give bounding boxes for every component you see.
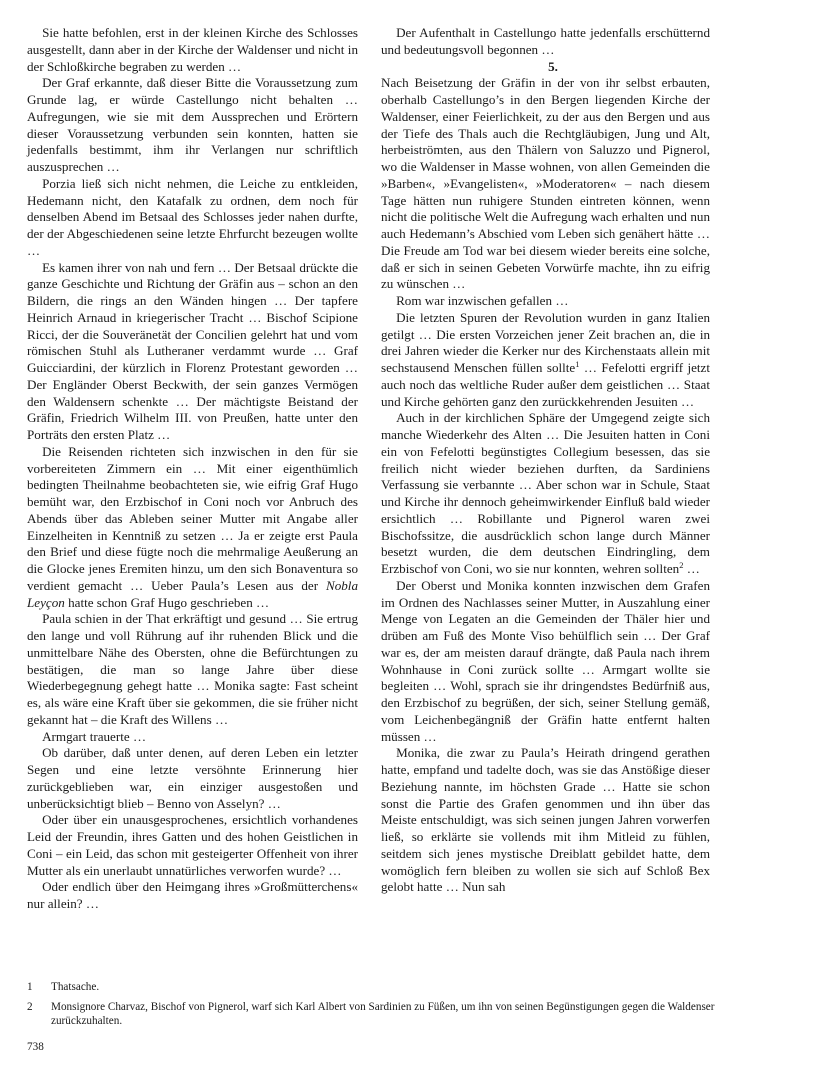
paragraph-left-3: Porzia ließ sich nicht nehmen, die Leiche zu entkleiden, Hedemann nicht, den Katafalk zu ordnen, dem noch für denselben Abend im Betsaal des Schlosses jeder nahen durfte, der der Abgeschiedenen seine letzte Ehrfurcht bezeugen wollte … [27,175,358,258]
footnote-text: Monsignore Charvaz, Bischof von Pignerol, warf sich Karl Albert von Sardinien zu Füßen, um ihn von seinen Begünstigungen gegen die Waldenser zurückzuhalten. [51,1001,715,1027]
right-column [381,25,710,896]
text-run: Die letzten Spuren der Revolution wurden in ganz Italien getilgt … Die ersten Vorzeichen jener Zeit brachen an, die in drei Jahren wieder die Kerker nur des Kirchenstaats allein mit sechstausend Menschen füllen sollte [381,309,710,375]
paragraph-left-5 [27,444,358,612]
footnote-number: 2 [27,1001,33,1013]
paragraph-left-1: Sie hatte befohlen, erst in der kleinen Kirche des Schlosses ausgestellt, dann aber in der Kirche der Waldenser und nicht in der Schloßkirche begraben zu werden … [27,25,358,74]
footnote-ref-1[interactable]: 1 [575,359,580,369]
paragraph-right-4 [381,410,710,578]
paragraph-left-4: Es kamen ihrer von nah und fern … Der Betsaal drückte die ganze Geschichte und Richtung der Gräfin aus – schon an den Bildern, die rings an den Wänden hingen … Der tapfere Heinrich Arnaud in kriegerischer Tracht … Bischof Scipione Ricci, der die Souveränetät der Concilien gelehrt hat und vom römischen Stuhl als Lutheraner verdammt wurde … Graf Guicciardini, der kürzlich in Florenz Protestant geworden … Der Engländer Oberst Beckwith, der sein ganzes Vermögen den Waldensern schenkte … Der mächtigste Beistand der Gräfin, Friedrich Wilhelm III. von Preußen, hatte unter den Porträts den ersten Platz … [27,259,358,442]
text-run: Die Reisenden richteten sich inzwischen in den für sie vorbereiteten Zimmern ein … Mit einer eigenthümlich bedingten Theilnahme beobachteten sie, wie eifrig Graf Hugo bemüht war, den Erzbischof in Coni noch vor Anbruch des Abends über das Ableben seiner Mutter mit Angabe aller Einzelheiten in Kenntniß zu setzen … Ja er zeigte erst Paula den Brief und diese fügte noch die mehrmalige Aeußerung an die Glocke jenes Eremiten hinzu, um den sich Bonaventura so verdient gemacht … Ueber Paula’s Lesen aus der [27,443,358,593]
paragraph-right-3 [381,310,710,411]
page-number: 738 [27,1041,44,1053]
text-run: Auch in der kirchlichen Sphäre der Umgegend zeigte sich manche Wiederkehr des Alten … Die Jesuiten hatten in Coni ein von Fefelotti begünstigtes Collegium besessen, das sie freilich nicht wieder beziehen durften, da Sardiniens Verfassung sie verbannte … Aber schon war in Schule, Staat und Kirche ihr dennoch geheimwirkender Einfluß bald wieder ersichtlich … Robillante und Pignerol waren zwei Bischofssitze, die ausdrücklich schon lange durch Männer besetzt wurden, die dem deutschen Eindringling, dem Erzbischof von Coni, wo sie nur konnten, wehren sollten [381,410,710,576]
paragraph-left-7: Armgart trauerte … [42,728,147,744]
paragraph-right-5: Der Oberst und Monika konnten inzwischen dem Grafen im Ordnen des Nachlasses seiner Mutter, in Auszahlung einer Menge von Legaten an die Gemeinden der Thäler hier und drüben am Fuß des Monte Viso behülflich sein … Der Graf war es, der am meisten darauf drängte, daß Paula nach ihrem Wohnhause in Coni zurück sollte … Armgart wollte sie begleiten … Wohl, sprach sie ihr dringendstes Bedürfniß aus, den Erzbischof zu begrüßen, der sich, seiner Stellung gemäß, vom Leichenbegängniß der Gräfin hatte entfernt halten müssen … [381,577,710,744]
paragraph-right-2: Rom war inzwischen gefallen … [396,293,569,308]
section-number: 5. [548,58,558,74]
paragraph-left-10: Oder endlich über den Heimgang ihres »Großmütterchens« nur allein? … [27,879,358,911]
text-run: hatte schon Graf Hugo geschrieben … [64,594,270,610]
paragraph-left-8: Ob darüber, daß unter denen, auf deren Leben ein letzter Segen und eine letzte versöhnte Erinnerung hier zurückgeblieben war, ein einziger ausgestoßen und unberücksichtigt blieb – Benno von Asselyn? … [27,745,358,811]
paragraph-right-1: Nach Beisetzung der Gräfin in der von ihr selbst erbauten, oberhalb Castellungo’s in den Bergen liegenden Kirche der Waldenser, einer Feierlichkeit, zu der aus den Bergen und aus der Tiefe des Thals auch die Rechtgläubigen, Jung und Alt, herbeiströmten, aus den Thälern von Saluzzo und Pignerol, wo die Waldenser in Masse wohnen, von allen Gemeinden die »Barben«, »Evangelisten«, »Moderatoren« – nach diesem Tage hätten nun ruhigere Stunden eintreten können, wenn nicht die politische Welt die Aufregung wach erhalten und nun auch Hedemann’s Abschied vom Leben sich genähert hätte … Die Freude am Tod war bei diesem wieder bereits eine solche, daß er sich in seinen Gebeten Vorwürfe machte, ihn zu eifrig zu wünschen … [381,75,710,292]
paragraph-left-2: Der Graf erkannte, daß dieser Bitte die Voraussetzung zum Grunde lag, er würde Castellungo nicht behalten … Aufregungen, wie sie mit dem Aussprechen und Erörtern dieser Voraussetzung verbunden sein konnten, hatten sie jedenfalls bestimmt, ihm ihr Verlangen nur schriftlich auszusprechen … [27,75,358,174]
left-column [27,25,358,913]
footnote-ref-2[interactable]: 2 [679,560,684,570]
paragraph-right-intro: Der Aufenthalt in Castellungo hatte jedenfalls erschütternd und bedeutungsvoll begonnen … [381,25,710,57]
footnote-number: 1 [27,981,33,993]
paragraph-left-9: Oder über ein unausgesprochenes, ersichtlich vorhandenes Leid der Freundin, ihres Gatten und des hohen Geistlichen in Coni – ein Leid, das schon mit gesteigerter Offenheit von ihrer Mutter als ein unerlaubt unnatürliches verworfen wurde? … [27,812,358,878]
text-run: … [683,561,700,576]
footnote [27,1000,717,1028]
footnote [27,980,717,994]
footnote-text: Thatsache. [51,981,100,993]
paragraph-left-6: Paula schien in der That erkräftigt und gesund … Sie ertrug den lange und voll Rührung auf ihr ruhenden Blick und die unmittelbare Nähe des Obersten, ohne die Befürchtungen zu bestätigen, die man so lange Jahre über diese Wiederbegegnung gehegt hatte … Monika sagte: Fast scheint es, als wäre eine Kraft über sie gekommen, die sie früher nicht gekannt hat – die Kraft des Willens … [27,611,358,727]
italic-title: Nobla Leyçon [27,577,358,610]
text-run: … Fefelotti ergriff jetzt auch noch das weltliche Ruder außer dem geistlichen … Staat und Kirche gehörten ganz den zurückkehrenden Jesuiten … [381,360,710,409]
paragraph-right-6: Monika, die zwar zu Paula’s Heirath dringend gerathen hatte, empfand und tadelte doch, was sie das Anstößige dieser Beziehung nannte, im höchsten Grade … Hatte sie schon sonst die Partie des Grafen genommen und ihn über das Meiste entschuldigt, was sich seinen jungen Jahren vorwerfen ließ, so erklärte sie vollends mit ihm Mitleid zu fühlen, seitdem sich jenes mystische Dreiblatt gebildet hatte, dem womöglich fern bleiben zu wollen sie sich auf Schloß Bex gelobt hatte … Nun sah [381,745,710,895]
footnotes [27,980,717,1034]
